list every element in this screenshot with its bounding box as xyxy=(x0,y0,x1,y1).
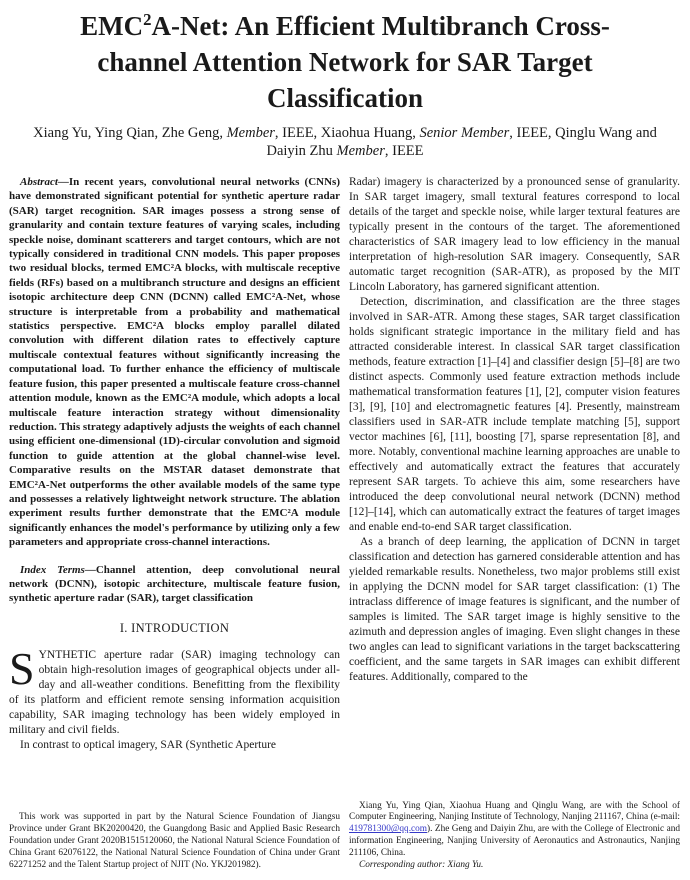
index-terms xyxy=(9,563,340,606)
paper-title-superscript: 2 xyxy=(143,10,152,29)
body-paragraph: As a branch of deep learning, the application of DCNN in target classification and detection has garnered considerable attention and has yielded remarkable results. Nonetheless, two major problems still exist in applying the DCNN model for SAR target classification: (1) The intraclass difference of image features is significant, and the number of samples is limited. The SAR target image is highly sensitive to the azimuth and depression angles of imaging. Even slight changes in these two angles can lead to significant variations in the target backscattering coefficient, and the same targets in SAR images can exhibit different features. Additionally, compared to the xyxy=(349,536,680,683)
membership-title: Member xyxy=(226,125,275,141)
body-paragraph: Detection, discrimination, and classification are the three stages involved in SAR-ATR. Among these stages, SAR target classification holds significant strategic importance in the military field and has attracted considerable interest. In classical SAR target classification methods, feature extraction [1]–[4] and classifier design [5]–[8] are two distinct aspects. Commonly used feature extraction methods include mathematical transformation features [1], [2], computer vision features [3], [9], [10] and electromagnetic features [4]. Presently, mainstream classifiers used in SAR-ATR include template matching [5], support vector machines [6], [11], boosting [7], sparse representation [8], and more. Notably, conventional machine learning approaches are unable to effectively and automatically extract the features that accurately represent SAR targets. To achieve this aim, some researchers have introduced the deep convolutional neural network (DCNN) method [12]–[14], which can automatically extract the features of target images and enable end-to-end SAR target classification. xyxy=(349,296,680,533)
paper-title-seg2: A-Net: An Efficient Multibranch Cross-channel Attention Network for SAR Target Classification xyxy=(97,11,610,113)
author-names: Xiang Yu, Ying Qian, Zhe Geng, xyxy=(33,125,227,141)
index-terms-label: Index Terms— xyxy=(20,563,96,576)
membership-title: Senior Member xyxy=(419,125,510,141)
funding-footnote-text: This work was supported in part by the Natural Science Foundation of Jiangsu Province under Grant BK20200420, the Guangdong Basic and Applied Basic Research Foundation under Grant 2020B1515120060, the National Natural Science Foundation of China Grant 62076122, the National Natural Science Foundation of China under Grant 62271252 and the Talent Startup project of NJIT (No. YKJ201982). xyxy=(9,812,340,871)
author-names: , IEEE xyxy=(384,142,424,159)
author-names: , IEEE, Qinglu Wang and Daiyin Zhu xyxy=(266,125,657,159)
paper-title xyxy=(41,8,649,116)
author-names: , IEEE, Xiaohua Huang, xyxy=(274,125,420,141)
affiliation-footnote xyxy=(349,801,680,872)
affiliation-pre: Xiang Yu, Ying Qian, Xiaohua Huang and Qinglu Wang, are with the School of Computer Engineering, Nanjing Institute of Technology, Nanjing 211167, China (e-mail: xyxy=(349,800,680,823)
abstract xyxy=(9,175,340,550)
section-heading-introduction: I. INTRODUCTION xyxy=(119,620,230,635)
right-column xyxy=(349,175,680,872)
author-line xyxy=(27,125,663,160)
index-terms-text: Channel attention, deep convolutional neural network (DCNN), isotopic architecture, multiscale feature fusion, synthetic aperture radar (SAR), target classification xyxy=(9,563,340,605)
affiliation-post: ). Zhe Geng and Daiyin Zhu, are with the College of Electronic and information Engineering, Nanjing University of Aeronautics and Astronautics, Nanjing 211106, China. xyxy=(349,824,680,859)
intro-paragraph-1-text: YNTHETIC aperture radar (SAR) imaging technology can obtain high-resolution images of geographical objects under all-day and all-weather conditions. Benefitting from the flexibility of its platform and efficient remote sensing information acquisition capability, SAR imaging technology has been widely employed in military and civil fields. xyxy=(9,648,340,736)
intro-paragraph-1 xyxy=(9,642,340,738)
intro-paragraph-2: In contrast to optical imagery, SAR (Synthetic Aperture xyxy=(20,738,277,751)
abstract-text: In recent years, convolutional neural networks (CNNs) have demonstrated significant potential for synthetic aperture radar (SAR) target recognition. SAR images possess a strong sense of granularity and contain texture features of varying scales, including speckle noise, dominant scatterers and target contours, which are not typically considered in traditional CNN models. This paper proposes two residual blocks, termed EMC²A blocks, with multiscale receptive fields (RFs) based on a multibranch structure and designs an efficient isotopic architecture deep CNN (DCNN) called EMC²A-Net, whose structure is interpretable from a probability and mathematical statistics perspective. EMC²A blocks employ parallel dilated convolution with different dilation rates to effectively capture multiscale contextual features without significantly increasing the computational load. To further enhance the efficiency of multiscale feature fusion, this paper presented a multiscale feature cross-channel attention module, known as the EMC²A module, which adopts a local multiscale feature interaction strategy without dimensionality reduction. This strategy adaptively adjusts the weights of each channel using efficient one-dimensional (1D)-circular convolution and sigmoid function to guide attention at the global channel-wise level. Comparative results on the MSTAR dataset demonstrate that EMC²A-Net outperforms the other available models of the same type and possesses a relatively lightweight network structure. The ablation experiment results further demonstrate that the EMC²A module significantly enhances the model's performance by utilizing only a few parameters and appropriate cross-channel interactions. xyxy=(9,176,340,549)
abstract-label: Abstract— xyxy=(20,176,69,188)
body-paragraph: Radar) imagery is characterized by a pronounced sense of granularity. In SAR target imagery, small textural features correspond to local details of the target and speckle noise, while larger textural features are typically present in the contours of the target. The aforementioned characteristics of SAR imagery lead to low efficiency in the manual interpretation of high-resolution SAR imagery. Consequently, SAR automatic target recognition (SAR-ATR), as proposed by the MIT Lincoln Laboratory, has garnered significant attention. xyxy=(349,176,680,293)
email-link[interactable]: 419781300@qq.com xyxy=(349,824,428,835)
left-column xyxy=(9,175,340,872)
paper-title-seg1: EMC xyxy=(80,11,144,41)
membership-title: Member xyxy=(336,142,385,159)
corresponding-author-note: Corresponding author: Xiang Yu. xyxy=(359,860,484,871)
affiliation-footnote-text xyxy=(349,801,680,861)
drop-cap: S xyxy=(9,642,35,694)
funding-footnote xyxy=(9,812,340,872)
two-column-layout xyxy=(9,175,681,872)
